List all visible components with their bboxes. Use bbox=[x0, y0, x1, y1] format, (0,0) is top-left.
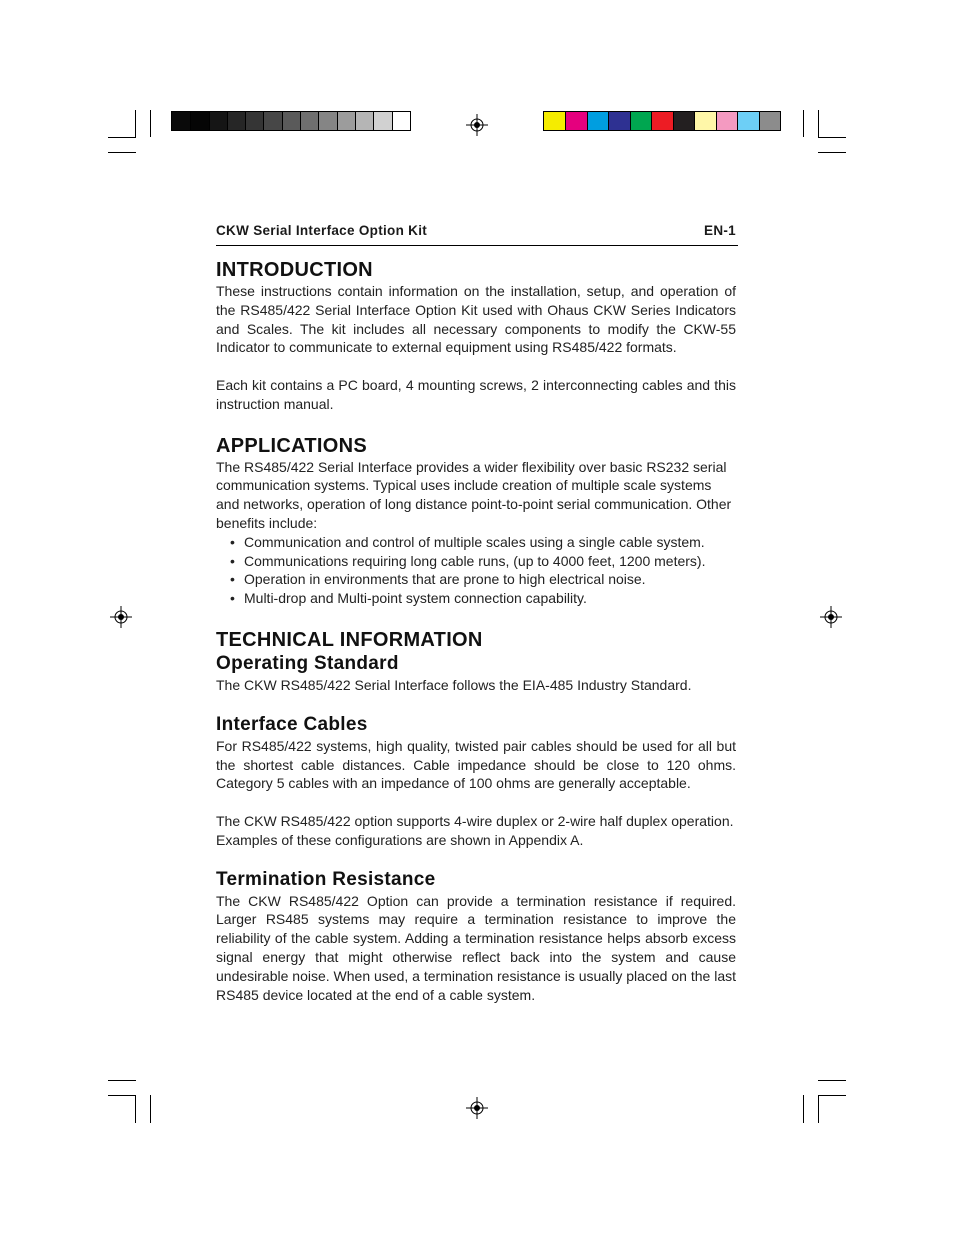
registration-mark-icon bbox=[110, 606, 132, 628]
calibration-swatch bbox=[587, 112, 608, 130]
calibration-swatch bbox=[355, 112, 373, 130]
calibration-swatch bbox=[300, 112, 318, 130]
list-item: • Operation in environments that are prone to high electrical noise. bbox=[230, 570, 736, 589]
registration-mark-icon bbox=[466, 114, 488, 136]
calibration-swatch bbox=[651, 112, 672, 130]
applications-section bbox=[216, 434, 736, 608]
interface-cables-heading: Interface Cables bbox=[216, 713, 368, 735]
calibration-swatch bbox=[373, 112, 391, 130]
calibration-swatch bbox=[172, 112, 190, 130]
calibration-swatch bbox=[759, 112, 780, 130]
technical-information-section bbox=[216, 628, 736, 1004]
applications-paragraph: The RS485/422 Serial Interface provides a wider flexibility over basic RS232 serial communication systems. Typical uses include creation of multiple scale systems and networks, operation of long distance point-to-point serial communication. Other benefits include: bbox=[216, 458, 732, 531]
calibration-swatch bbox=[263, 112, 281, 130]
benefits-list bbox=[216, 533, 736, 608]
calibration-swatch bbox=[209, 112, 227, 130]
introduction-paragraph: These instructions contain information on the installation, setup, and operation of the RS485/422 Serial Interface Option Kit used with Ohaus CKW Series Indicators and Scales. The kit includes all necessary components to modify the CKW-55 Indicator to communicate to external equipment using RS485/422 formats. bbox=[216, 283, 736, 356]
introduction-section bbox=[216, 258, 736, 414]
operating-standard-heading: Operating Standard bbox=[216, 652, 399, 674]
calibration-swatch bbox=[565, 112, 586, 130]
introduction-paragraph: Each kit contains a PC board, 4 mounting screws, 2 interconnecting cables and this instruction manual. bbox=[216, 376, 736, 412]
list-item: • Communication and control of multiple scales using a single cable system. bbox=[230, 533, 736, 552]
calibration-swatch bbox=[673, 112, 694, 130]
calibration-swatch bbox=[716, 112, 737, 130]
calibration-swatch bbox=[608, 112, 629, 130]
grayscale-calibration-bar bbox=[171, 111, 411, 131]
calibration-swatch bbox=[544, 112, 565, 130]
calibration-swatch bbox=[245, 112, 263, 130]
calibration-swatch bbox=[227, 112, 245, 130]
operating-standard-paragraph: The CKW RS485/422 Serial Interface follows the EIA-485 Industry Standard. bbox=[216, 676, 692, 693]
technical-information-heading: TECHNICAL INFORMATION bbox=[216, 628, 483, 651]
calibration-swatch bbox=[392, 112, 410, 130]
calibration-swatch bbox=[737, 112, 758, 130]
applications-heading: APPLICATIONS bbox=[216, 434, 368, 457]
page-number: EN-1 bbox=[704, 223, 736, 238]
page-content bbox=[216, 258, 736, 1004]
calibration-swatch bbox=[630, 112, 651, 130]
introduction-heading: INTRODUCTION bbox=[216, 259, 373, 281]
registration-mark-icon bbox=[820, 606, 842, 628]
interface-cables-paragraph: The CKW RS485/422 option supports 4-wire duplex or 2-wire half duplex operation. Examples of these configurations are shown in Appendix A. bbox=[216, 812, 734, 848]
termination-resistance-paragraph: The CKW RS485/422 Option can provide a termination resistance if required. Larger RS485 systems may require a termination resistance to improve the reliability of the cable system. Adding a termination resistance helps absorb excess signal energy that might otherwise reflect back into the system and cause undesirable noise. When used, a termination resistance is usually placed on the last RS485 device located at the end of a cable system. bbox=[216, 892, 736, 1003]
list-item: • Multi-drop and Multi-point system connection capability. bbox=[230, 589, 736, 608]
running-head-title: CKW Serial Interface Option Kit bbox=[216, 223, 428, 238]
calibration-swatch bbox=[318, 112, 336, 130]
calibration-swatch bbox=[190, 112, 208, 130]
interface-cables-paragraph: For RS485/422 systems, high quality, twisted pair cables should be used for all but the shortest cable distances. Cable impedance should be close to 120 ohms. Category 5 cables with an impedance of 100 ohms are generally acceptable. bbox=[216, 737, 736, 792]
calibration-swatch bbox=[694, 112, 715, 130]
running-head bbox=[216, 222, 738, 246]
termination-resistance-heading: Termination Resistance bbox=[216, 868, 436, 890]
list-item: • Communications requiring long cable runs, (up to 4000 feet, 1200 meters). bbox=[230, 552, 736, 571]
color-calibration-bar bbox=[543, 111, 781, 131]
registration-mark-icon bbox=[466, 1097, 488, 1119]
calibration-swatch bbox=[282, 112, 300, 130]
calibration-swatch bbox=[337, 112, 355, 130]
